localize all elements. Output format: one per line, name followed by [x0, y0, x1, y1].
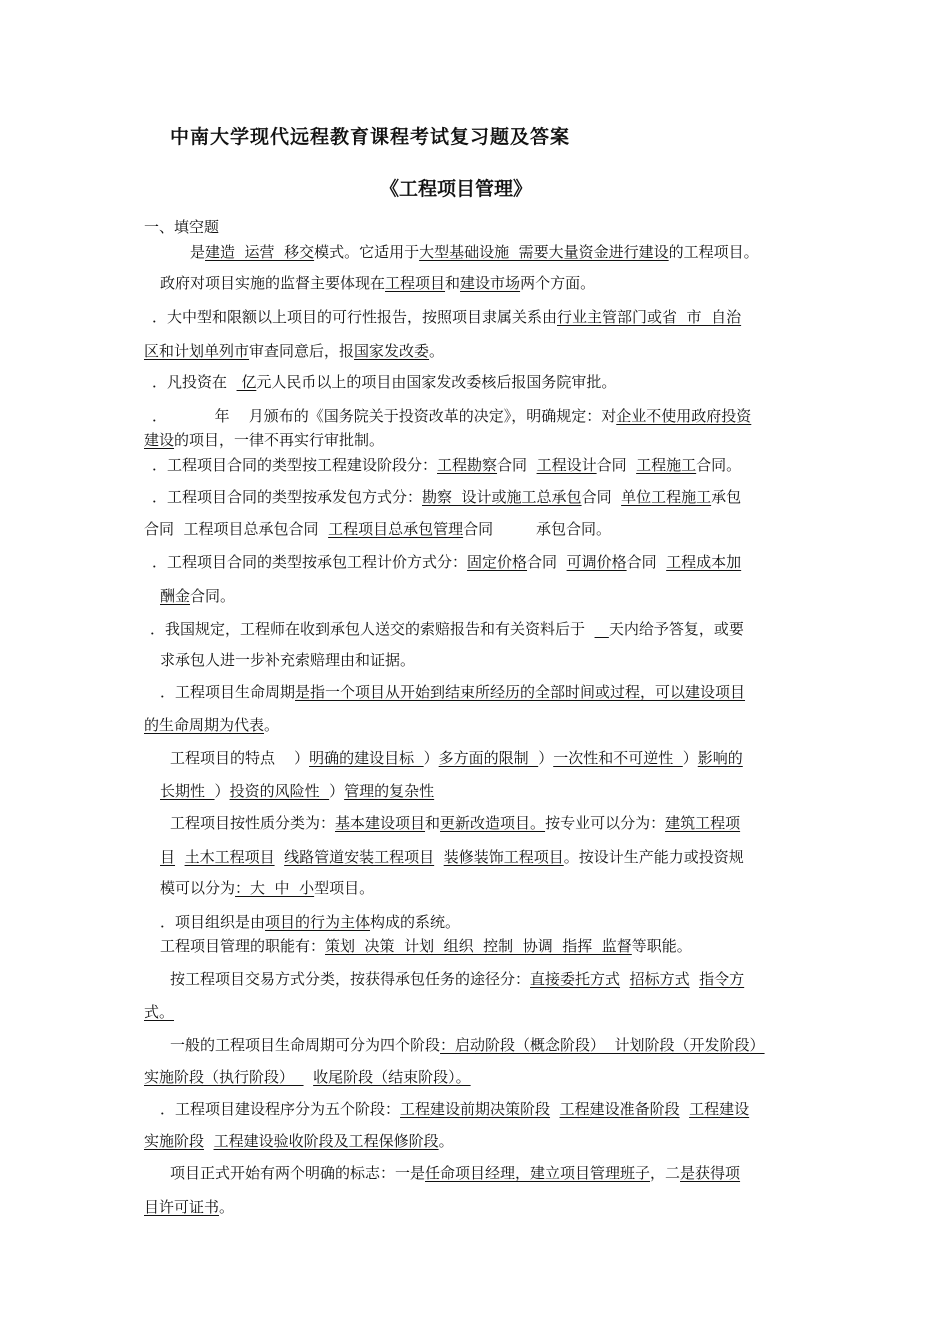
text-line — [160, 587, 235, 605]
line-text: 元人民币以上的项目由国家发改委核后报国务院审批。 — [256, 373, 617, 391]
line-text: 求承包人进一步补充索赔理由和证据。 — [160, 651, 416, 669]
answer-text: 任命项目经理，建立项目管理班子 — [425, 1164, 651, 1182]
answer-text: 固定价格 — [467, 553, 528, 571]
answer-text: ：启动阶段（概念阶段） 计划阶段（开发阶段） — [440, 1036, 765, 1054]
answer-text: 多方面的限制 — [438, 749, 539, 767]
text-line — [160, 848, 744, 866]
answer-text: 勘察 设计或施工总承包 — [422, 488, 582, 506]
text-line — [170, 1036, 765, 1054]
line-text: ） — [214, 782, 230, 800]
document-title: 中南大学现代远程教育课程考试复习题及答案 — [170, 126, 571, 148]
text-line — [150, 620, 744, 638]
line-text: 。 — [219, 1198, 235, 1216]
text-line — [144, 520, 611, 538]
text-line — [170, 970, 744, 988]
text-line — [152, 488, 741, 506]
line-text — [550, 1100, 560, 1118]
answer-text: 工程建设准备阶段 — [559, 1100, 680, 1118]
answer-text: 工程施工 — [636, 456, 697, 474]
answer-text: 区和计划单列市 — [144, 342, 250, 360]
line-text: ．项目组织是由 — [160, 913, 266, 931]
answer-text: 单位工程施工 — [621, 488, 712, 506]
answer-text: 是获得项 — [680, 1164, 741, 1182]
line-text: 两个方面。 — [520, 274, 596, 292]
line-text: 一般的工程项目生命周期可分为四个阶段 — [170, 1036, 441, 1054]
answer-text: 土木工程项目 — [184, 848, 275, 866]
answer-text: 工程建设前期决策阶段 — [400, 1100, 551, 1118]
text-line — [160, 651, 415, 669]
answer-text: 工程成本加 — [666, 553, 742, 571]
line-text: 构成的系统。 — [370, 913, 461, 931]
line-text: 模式。它适用于 — [314, 243, 420, 261]
line-text: 工程项目管理的职能有： — [160, 937, 326, 955]
answer-text: 酬金 — [160, 587, 191, 605]
answer-text: 建设 — [144, 431, 175, 449]
answer-text: 的生命周期为代表 — [144, 716, 265, 734]
text-line — [190, 243, 759, 261]
line-text — [175, 848, 185, 866]
text-line — [152, 308, 741, 326]
line-text: 审查同意后，报 — [249, 342, 355, 360]
answer-text: 企业不使用政府投资 — [616, 407, 752, 425]
line-text: 工程项目的特点 ） — [170, 749, 310, 767]
line-text: 按工程项目交易方式分类，按获得承包任务的途径分： — [170, 970, 531, 988]
text-line — [160, 1100, 749, 1118]
line-text: 合同 — [581, 488, 622, 506]
answer-text: 直接委托方式 — [530, 970, 621, 988]
text-line — [160, 782, 434, 800]
text-line — [170, 814, 740, 832]
answer-text: 一次性和不可逆性 — [553, 749, 683, 767]
answer-text: 目 — [160, 848, 176, 866]
line-text: 工程项目按性质分类为： — [170, 814, 336, 832]
line-text: 。 — [264, 716, 280, 734]
answer-text: 策划 决策 计划 组织 控制 协调 指挥 监督 — [325, 937, 632, 955]
answer-text: 工程项目 — [385, 274, 446, 292]
answer-text: 实施阶段 — [144, 1132, 205, 1150]
text-line — [144, 1003, 174, 1021]
answer-text: 明确的建设目标 — [309, 749, 424, 767]
answer-text: 实施阶段（执行阶段） — [144, 1068, 304, 1086]
answer-text: 工程建设 — [689, 1100, 750, 1118]
text-line — [152, 553, 741, 571]
line-text: 模可以分为 — [160, 879, 236, 897]
line-text: 合同 — [497, 456, 537, 474]
text-line — [170, 749, 743, 767]
line-text: ） — [423, 749, 439, 767]
line-text: 合同 — [626, 553, 667, 571]
line-text: 等职能。 — [631, 937, 692, 955]
line-text: ．工程项目生命周期 — [160, 683, 296, 701]
text-line — [144, 431, 384, 449]
answer-text: 建筑工程项 — [665, 814, 741, 832]
text-line — [144, 342, 444, 360]
line-text: ．工程项目合同的类型按承发包方式分： — [152, 488, 423, 506]
line-text: ． 年 月颁布的《国务院关于投资改革的决定》，明确规定：对 — [152, 407, 617, 425]
answer-text: 式。 — [144, 1003, 175, 1021]
line-text: 按专业可以分为： — [545, 814, 666, 832]
line-text: ．凡投资在 — [152, 373, 237, 391]
document-subtitle: 《工程项目管理》 — [380, 178, 533, 200]
line-text: ．大中型和限额以上项目的可行性报告，按照项目隶属关系由 — [152, 308, 558, 326]
answer-text: 国家发改委 — [354, 342, 430, 360]
line-text: ） — [538, 749, 554, 767]
line-text: 。按设计生产能力或投资规 — [563, 848, 744, 866]
line-text: 政府对项目实施的监督主要体现在 — [160, 274, 386, 292]
line-text: 。 — [438, 1132, 454, 1150]
text-line — [170, 1164, 740, 1182]
answer-text: 装修装饰工程项目 — [443, 848, 564, 866]
answer-text: 收尾阶段（结束阶段）。 — [313, 1068, 471, 1086]
answer-text: 大型基础设施 需要大量资金进行建设 — [419, 243, 669, 261]
line-text: 项目正式开始有两个明确的标志：一是 — [170, 1164, 426, 1182]
answer-text: 更新改造项目。 — [440, 814, 546, 832]
answer-text: 基本建设项目 — [335, 814, 426, 832]
line-text: 合同。 — [190, 587, 236, 605]
answer-text: 招标方式 — [629, 970, 690, 988]
answer-text: 工程项目总承包管理 — [328, 520, 464, 538]
text-line — [144, 716, 279, 734]
line-text: ，二 — [650, 1164, 681, 1182]
line-text: 天内给予答复，或要 — [608, 620, 744, 638]
line-text: 和 — [425, 814, 441, 832]
text-line — [160, 937, 692, 955]
line-text: 是 — [190, 243, 206, 261]
text-line — [160, 683, 745, 701]
line-text: 的项目，一律不再实行审批制。 — [174, 431, 385, 449]
answer-text: 行业主管部门或省 市 自治 — [557, 308, 742, 326]
line-text: ） — [682, 749, 698, 767]
line-text: 合同 — [527, 553, 567, 571]
line-text — [680, 1100, 690, 1118]
text-line — [160, 913, 460, 931]
answer-text: 目许可证书 — [144, 1198, 220, 1216]
line-text: ．工程项目建设程序分为五个阶段： — [160, 1100, 401, 1118]
answer-text: 指令方 — [699, 970, 745, 988]
answer-text: 可调价格 — [566, 553, 627, 571]
line-text — [620, 970, 630, 988]
line-text — [434, 848, 444, 866]
line-text: 合同 工程项目总承包合同 — [144, 520, 329, 538]
text-line — [152, 456, 741, 474]
text-line — [160, 879, 374, 897]
answer-text: 工程建设验收阶段及工程保修阶段 — [213, 1132, 439, 1150]
line-text: 合同 承包合同。 — [463, 520, 612, 538]
line-text: ．工程项目合同的类型按承包工程计价方式分： — [152, 553, 468, 571]
line-text: 承包 — [711, 488, 742, 506]
line-text: 型项目。 — [314, 879, 375, 897]
answer-text — [595, 620, 609, 638]
answer-text: 影响的 — [697, 749, 743, 767]
line-text — [304, 1068, 314, 1086]
text-line — [144, 1068, 471, 1086]
line-text — [690, 970, 700, 988]
text-line — [144, 1198, 234, 1216]
answer-text: 工程勘察 — [437, 456, 498, 474]
text-line — [152, 373, 616, 391]
answer-text: 亿 — [236, 373, 257, 391]
answer-text: 长期性 — [160, 782, 215, 800]
line-text — [204, 1132, 214, 1150]
section-heading: 一、填空题 — [144, 218, 220, 236]
line-text: 的工程项目。 — [668, 243, 759, 261]
answer-text: 工程设计 — [536, 456, 597, 474]
answer-text: 建造 运营 移交 — [205, 243, 315, 261]
line-text: ） — [329, 782, 345, 800]
answer-text: 建设市场 — [460, 274, 521, 292]
answer-text: 项目的行为主体 — [265, 913, 371, 931]
line-text: ．工程项目合同的类型按工程建设阶段分： — [152, 456, 438, 474]
text-line — [152, 407, 751, 425]
line-text: 。 — [429, 342, 445, 360]
answer-text: ：大 中 小 — [235, 879, 315, 897]
line-text — [275, 848, 285, 866]
answer-text: 线路管道安装工程项目 — [284, 848, 435, 866]
answer-text: 是指一个项目从开始到结束所经历的全部时间或过程，可以建设项目 — [295, 683, 746, 701]
answer-text: 投资的风险性 — [229, 782, 330, 800]
line-text: 合同 — [596, 456, 637, 474]
line-text: ．我国规定，工程师在收到承包人送交的索赔报告和有关资料后于 — [150, 620, 595, 638]
text-line — [160, 274, 595, 292]
line-text: 合同。 — [696, 456, 742, 474]
line-text: 和 — [445, 274, 461, 292]
answer-text: 管理的复杂性 — [344, 782, 435, 800]
text-line — [144, 1132, 454, 1150]
